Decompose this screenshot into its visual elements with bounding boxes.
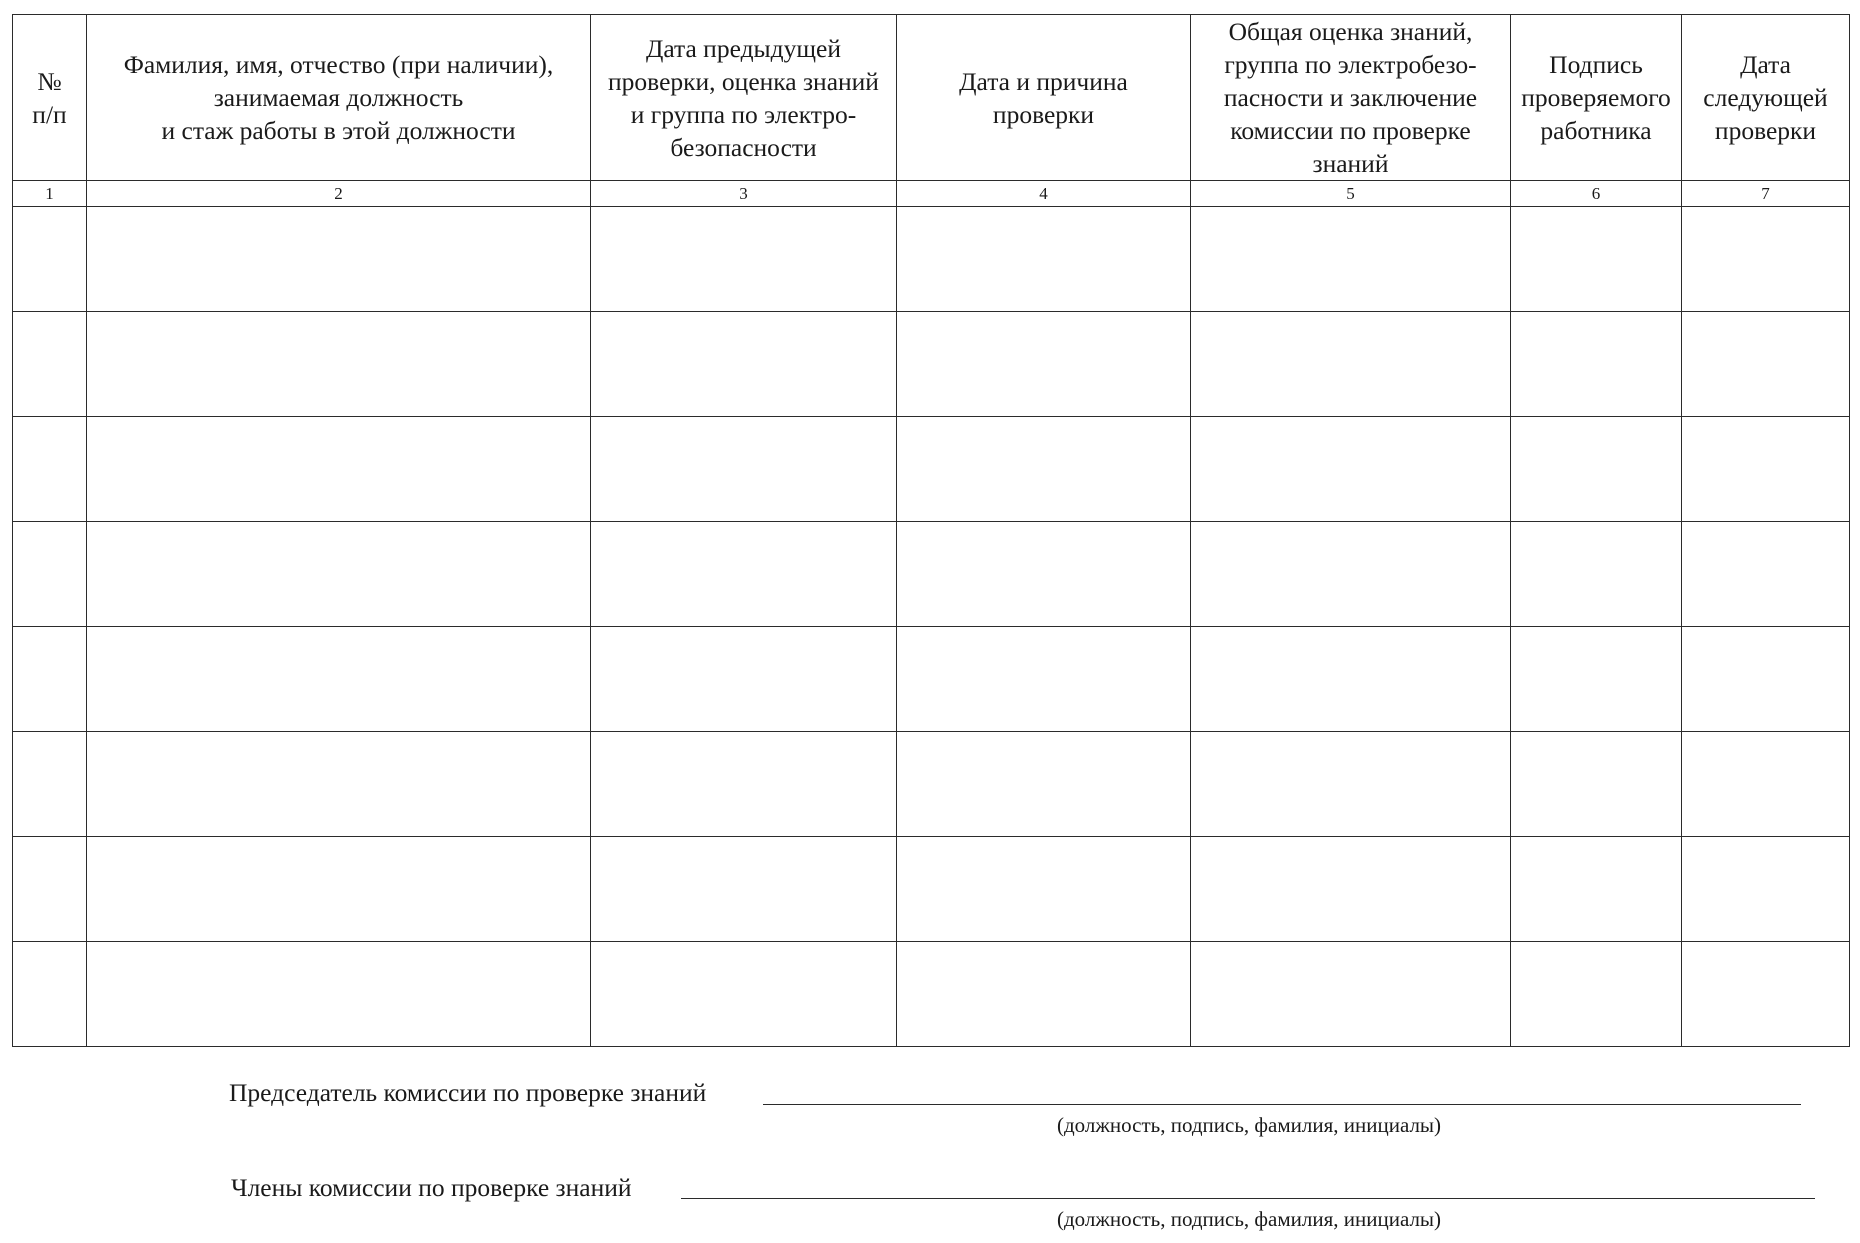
table-cell[interactable] [87,417,591,522]
table-cell[interactable] [1191,732,1511,837]
table-cell[interactable] [897,837,1191,942]
table-cell[interactable] [1511,417,1682,522]
table-row [13,522,1850,627]
table-cell[interactable] [1511,522,1682,627]
table-row [13,732,1850,837]
header-cell-check-date-reason: Дата и причина проверки [897,15,1191,181]
table-cell[interactable] [1682,732,1850,837]
table-cell[interactable] [1682,207,1850,312]
table-cell[interactable] [897,207,1191,312]
column-number: 6 [1511,181,1682,207]
table-cell[interactable] [591,312,897,417]
table-cell[interactable] [87,627,591,732]
table-cell[interactable] [13,312,87,417]
column-number: 2 [87,181,591,207]
table-cell[interactable] [1682,627,1850,732]
header-cell-overall-assessment: Общая оценка знаний, группа по электробезо- пасности и заключение комиссии по проверке знаний [1191,15,1511,181]
header-cell-previous-check: Дата предыдущей проверки, оценка знаний и группа по электро- безопасности [591,15,897,181]
table-cell[interactable] [1511,732,1682,837]
header-cell-row-number: № п/п [13,15,87,181]
table-cell[interactable] [1682,312,1850,417]
table-cell[interactable] [1191,312,1511,417]
table-cell[interactable] [897,312,1191,417]
table-header-row [13,15,1850,181]
table-cell[interactable] [1511,627,1682,732]
chairman-signature-label: Председатель комиссии по проверке знаний [229,1078,707,1107]
table-cell[interactable] [591,522,897,627]
column-number: 1 [13,181,87,207]
members-signature-caption: (должность, подпись, фамилия, инициалы) [1057,1207,1442,1231]
table-cell[interactable] [1191,837,1511,942]
table-cell[interactable] [1191,207,1511,312]
table-cell[interactable] [13,942,87,1047]
table-cell[interactable] [1682,837,1850,942]
table-cell[interactable] [897,522,1191,627]
table-cell[interactable] [87,942,591,1047]
table-cell[interactable] [1511,207,1682,312]
table-cell[interactable] [13,522,87,627]
table-cell[interactable] [13,417,87,522]
table-row [13,627,1850,732]
table-cell[interactable] [897,417,1191,522]
table-row [13,312,1850,417]
table-cell[interactable] [13,627,87,732]
table-cell[interactable] [1511,942,1682,1047]
table-cell[interactable] [1191,417,1511,522]
table-cell[interactable] [897,732,1191,837]
table-cell[interactable] [13,207,87,312]
table-cell[interactable] [87,837,591,942]
header-cell-employee: Фамилия, имя, отчество (при наличии), занимаемая должность и стаж работы в этой должности [87,15,591,181]
table-cell[interactable] [87,522,591,627]
table-cell[interactable] [13,837,87,942]
table-cell[interactable] [87,732,591,837]
table-cell[interactable] [591,837,897,942]
column-number: 5 [1191,181,1511,207]
table-cell[interactable] [1511,312,1682,417]
table-cell[interactable] [1511,837,1682,942]
table-cell[interactable] [1191,522,1511,627]
knowledge-check-journal-table [12,14,1850,1047]
table-cell[interactable] [1682,417,1850,522]
header-cell-next-check-date: Дата следующей проверки [1682,15,1850,181]
table-cell[interactable] [13,732,87,837]
table-row [13,942,1850,1047]
table-cell[interactable] [591,207,897,312]
table-cell[interactable] [1191,627,1511,732]
table-cell[interactable] [591,732,897,837]
table-cell[interactable] [1682,942,1850,1047]
column-number: 4 [897,181,1191,207]
table-cell[interactable] [897,942,1191,1047]
members-signature-line[interactable] [681,1198,1815,1199]
table-cell[interactable] [591,942,897,1047]
column-number: 7 [1682,181,1850,207]
table-cell[interactable] [591,417,897,522]
table-row [13,207,1850,312]
table-cell[interactable] [591,627,897,732]
chairman-signature-line[interactable] [763,1104,1801,1105]
table-cell[interactable] [897,627,1191,732]
table-row [13,417,1850,522]
table-cell[interactable] [1682,522,1850,627]
table-cell[interactable] [87,312,591,417]
table-row [13,837,1850,942]
table-cell[interactable] [1191,942,1511,1047]
members-signature-label: Члены комиссии по проверке знаний [231,1173,632,1202]
column-number: 3 [591,181,897,207]
column-number-row [13,181,1850,207]
chairman-signature-caption: (должность, подпись, фамилия, инициалы) [1057,1113,1442,1137]
table-cell[interactable] [87,207,591,312]
header-cell-employee-signature: Подпись проверяемого работника [1511,15,1682,181]
